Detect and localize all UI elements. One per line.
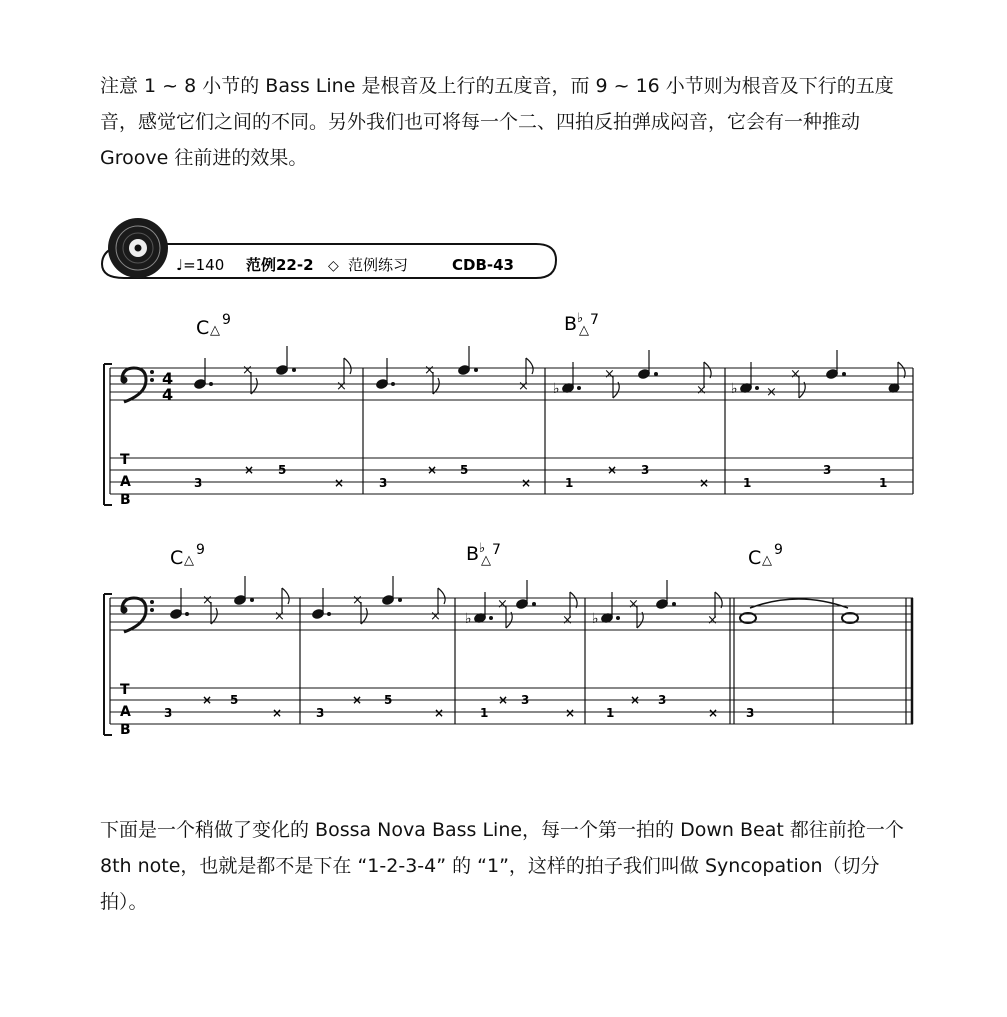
tab-number: 1 [606,706,615,720]
track-code: CDB-43 [452,256,514,274]
svg-text:×: × [562,613,573,628]
svg-text:△: △ [762,553,772,568]
chord-symbol [466,541,501,568]
tab-staff [110,458,913,494]
example-banner [96,212,566,288]
tab-numbers [194,463,887,490]
tab-number: 5 [460,463,469,477]
tied-whole-notes [740,599,858,623]
chord-symbol [196,312,231,339]
tab-number: 5 [230,693,239,707]
outro-paragraph: 下面是一个稍做了变化的 Bossa Nova Bass Line，每一个第一拍的 Down Beat 都往前抢一个 8th note，也就是都不是下在 “1-2-3-4” 的 “1”，这样的拍子我们叫做 Syncopation（切分拍）。 [100,819,904,913]
svg-text:△: △ [579,323,589,338]
svg-text:T: T [120,452,130,468]
tab-number: 5 [384,693,393,707]
tab-number: × [498,693,509,707]
bass-clef-icon [121,598,155,632]
barlines [110,368,913,494]
note-group [553,350,711,398]
tab-number: × [352,693,363,707]
note-group [465,580,577,628]
tab-number: × [202,693,213,707]
time-signature [162,369,173,404]
svg-text:4: 4 [162,369,174,388]
tab-number: 3 [641,463,650,477]
svg-text:B: B [564,313,578,335]
svg-text:9: 9 [222,312,231,328]
svg-text:A: A [120,704,131,720]
tab-number: 1 [565,476,574,490]
practice-label: 范例练习 [348,256,409,274]
tab-number: × [272,706,283,720]
svg-text:♭: ♭ [479,541,486,556]
bass-clef-icon [121,368,155,402]
svg-text:B: B [120,492,131,508]
score-line-2 [98,532,918,747]
tab-number: 1 [743,476,752,490]
svg-text:×: × [430,609,441,624]
svg-text:♭: ♭ [592,611,599,627]
svg-text:×: × [352,593,363,608]
svg-text:△: △ [210,323,220,338]
svg-text:×: × [202,593,213,608]
chord-symbol [748,542,783,569]
svg-text:B: B [466,543,480,565]
svg-text:△: △ [184,553,194,568]
tab-number: 3 [164,706,173,720]
svg-text:♭: ♭ [577,311,584,326]
tab-number: × [434,706,445,720]
tab-number: × [244,463,255,477]
tab-number: × [334,476,345,490]
svg-text:♭: ♭ [731,381,738,397]
note-group [169,576,289,624]
note-group [592,580,722,628]
svg-text:9: 9 [196,542,205,558]
svg-text:C: C [170,547,184,569]
intro-paragraph: 注意 1 ~ 8 小节的 Bass Line 是根音及上行的五度音，而 9 ~ 16 小节则为根音及下行的五度音，感觉它们之间的不同。另外我们也可将每一个二、四拍反拍弹成闷音，它会有一种推动 Groove 往前进的效果。 [100,75,894,169]
tab-number: 3 [194,476,203,490]
svg-text:×: × [336,379,347,394]
tab-clef [120,452,131,508]
example-number: 范例22-2 [246,256,314,274]
system-bracket [104,594,112,735]
tab-number: 5 [278,463,287,477]
tab-number: 3 [316,706,325,720]
svg-text:×: × [242,363,253,378]
svg-text:×: × [766,385,777,400]
diamond-symbol: ◇ [328,258,339,274]
svg-text:×: × [518,379,529,394]
tab-clef [120,682,131,738]
tab-number: × [708,706,719,720]
tab-number: × [607,463,618,477]
svg-text:×: × [604,367,615,382]
tab-number: × [630,693,641,707]
tab-number: × [565,706,576,720]
tab-numbers [164,693,754,720]
svg-text:×: × [628,597,639,612]
tab-number: × [427,463,438,477]
tempo-marking: ♩=140 [176,256,225,274]
svg-text:C: C [748,547,762,569]
note-group [193,346,351,394]
tab-number: 3 [823,463,832,477]
svg-text:×: × [707,613,718,628]
note-group [311,576,445,624]
cd-disc-icon [108,218,168,278]
system-bracket [104,364,112,505]
svg-text:7: 7 [492,542,501,558]
svg-text:C: C [196,317,210,339]
tab-number: 1 [879,476,888,490]
svg-text:♭: ♭ [465,611,472,627]
svg-text:7: 7 [590,312,599,328]
tab-number: 1 [480,706,489,720]
svg-text:×: × [790,367,801,382]
svg-text:×: × [497,597,508,612]
chord-symbol [170,542,205,569]
tab-number: × [699,476,710,490]
svg-text:4: 4 [162,385,174,404]
svg-text:A: A [120,474,131,490]
tab-number: 3 [658,693,667,707]
svg-text:×: × [696,383,707,398]
score-line-1 [98,298,918,513]
svg-text:T: T [120,682,130,698]
tab-number: 3 [521,693,530,707]
chord-symbol [564,311,599,338]
svg-text:×: × [274,609,285,624]
tab-number: × [521,476,532,490]
svg-text:×: × [424,363,435,378]
svg-text:♭: ♭ [553,381,560,397]
svg-text:9: 9 [774,542,783,558]
note-group [375,346,533,394]
tab-number: 3 [746,706,755,720]
svg-text:△: △ [481,553,491,568]
tab-number: 3 [379,476,388,490]
svg-text:B: B [120,722,131,738]
